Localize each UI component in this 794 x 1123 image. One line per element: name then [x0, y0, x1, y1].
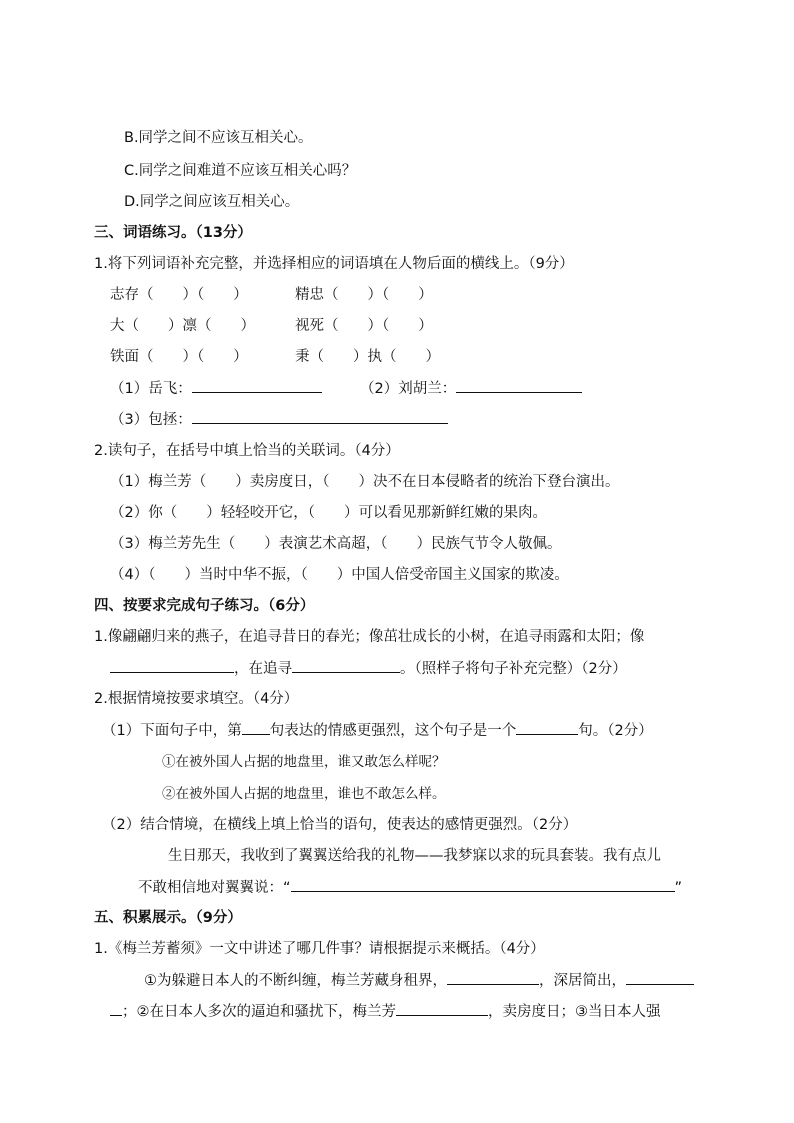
s3-q1-p3 [110, 409, 448, 430]
s5-q1-blank-2[interactable] [626, 970, 694, 985]
p2-label: （2）刘胡兰： [360, 381, 457, 397]
s5-q1-l1b: ，深居简出， [539, 973, 626, 989]
s4-q1-blank-1[interactable] [110, 658, 234, 673]
s3-q1-row3-b: 秉（ ）执（ ） [295, 349, 440, 365]
s4-q1-line2 [110, 658, 627, 679]
s4-q2-s2: （2）结合情境，在横线上填上恰当的语句，使表达的感情更强烈。（2分） [102, 817, 578, 833]
s4-q1-end: 。（照样子将句子补充完整）（2分） [400, 661, 627, 677]
s3-q1-p1 [110, 378, 322, 399]
section3-title: 三、词语练习。（13分） [94, 225, 252, 241]
s4-q2-prompt: 2.根据情境按要求填空。（4分） [94, 691, 299, 707]
s3-q2-prompt: 2.读句子，在括号中填上恰当的关联词。（4分） [94, 443, 400, 459]
s4-q2-s1-post: 句。（2分） [578, 723, 653, 739]
s3-q1-row3-a: 铁面（ ）（ ） [110, 349, 248, 365]
s3-q1-row2-b: 视死（ ）（ ） [295, 318, 433, 334]
s4-q2-s1-blank-2[interactable] [516, 720, 578, 735]
s4-q2-s1-pre: （1）下面句子中，第 [102, 723, 242, 739]
option-c: C.同学之间难道不应该互相关心吗？ [124, 163, 357, 179]
s5-q1-blank-1[interactable] [447, 970, 539, 985]
s3-q2-item-2: （2）你（ ）轻轻咬开它，（ ）可以看见那新鲜红嫩的果肉。 [110, 505, 547, 521]
p1-label: （1）岳飞： [110, 381, 192, 397]
s3-q2-item-3: （3）梅兰芳先生（ ）表演艺术高超，（ ）民族气节令人敬佩。 [110, 536, 562, 552]
p1-answer-blank[interactable] [192, 378, 322, 393]
s5-q1-blank-3[interactable] [396, 1001, 488, 1016]
s3-q2-item-4: （4）（ ）当时中华不振，（ ）中国人倍受帝国主义国家的欺凌。 [110, 567, 569, 583]
s5-q1-l1a: ①为躲避日本人的不断纠缠，梅兰芳藏身租界， [144, 973, 447, 989]
s5-q1-prompt: 1.《梅兰芳蓄须》一文中讲述了哪几件事？请根据提示来概括。（4分） [94, 941, 545, 957]
s4-q1-line1: 1.像翩翩归来的燕子，在追寻昔日的春光；像茁壮成长的小树，在追寻雨露和太阳；像 [94, 629, 645, 645]
s5-q1-l2b: ，卖房度日；③当日本人强 [488, 1004, 661, 1020]
p3-label: （3）包拯： [110, 412, 192, 428]
option-b: B.同学之间不应该互相关心。 [124, 130, 313, 146]
s4-q2-s1 [102, 720, 653, 741]
s4-q1-mid: ，在追寻 [234, 661, 292, 677]
s4-q2-sentence-1: ①在被外国人占据的地盘里，谁又敢怎么样呢？ [162, 754, 446, 770]
s4-q2-s2-pre: 不敢相信地对翼翼说：“ [138, 880, 291, 896]
s3-q1-prompt: 1.将下列词语补充完整，并选择相应的词语填在人物后面的横线上。（9分） [94, 256, 574, 272]
s5-q1-l2a: ；②在日本人多次的逼迫和骚扰下，梅兰芳 [122, 1004, 396, 1020]
option-d: D.同学之间应该互相关心。 [124, 194, 300, 210]
s3-q1-row1-b: 精忠（ ）（ ） [295, 287, 433, 303]
s3-q1-p2 [360, 378, 582, 399]
s4-q2-s2-blank[interactable] [291, 877, 675, 892]
s4-q2-s2-post: ” [674, 880, 683, 896]
s4-q2-s1-mid: 句表达的情感更强烈，这个句子是一个 [269, 723, 517, 739]
s3-q2-item-1: （1）梅兰芳（ ）卖房度日，（ ）决不在日本侵略者的统治下登台演出。 [110, 474, 620, 490]
p3-answer-blank[interactable] [192, 409, 448, 424]
s4-q2-s2-line1: 生日那天，我收到了翼翼送给我的礼物——我梦寐以求的玩具套装。我有点儿 [168, 848, 661, 864]
s4-q2-s1-blank-1[interactable] [242, 720, 270, 735]
s4-q2-s2-line2 [138, 877, 682, 898]
s5-q1-line1 [144, 970, 694, 991]
s4-q1-blank-2[interactable] [292, 658, 400, 673]
s3-q1-row1-a: 志存（ ）（ ） [110, 287, 248, 303]
p2-answer-blank[interactable] [456, 378, 582, 393]
s5-q1-blank-2-cont[interactable] [110, 1001, 122, 1016]
section5-title: 五、积累展示。（9分） [94, 910, 242, 926]
s5-q1-line2 [110, 1001, 661, 1022]
s3-q1-row2-a: 大（ ）凛（ ） [110, 318, 255, 334]
section4-title: 四、按要求完成句子练习。（6分） [94, 598, 315, 614]
s4-q2-sentence-2: ②在被外国人占据的地盘里，谁也不敢怎么样。 [162, 786, 446, 802]
